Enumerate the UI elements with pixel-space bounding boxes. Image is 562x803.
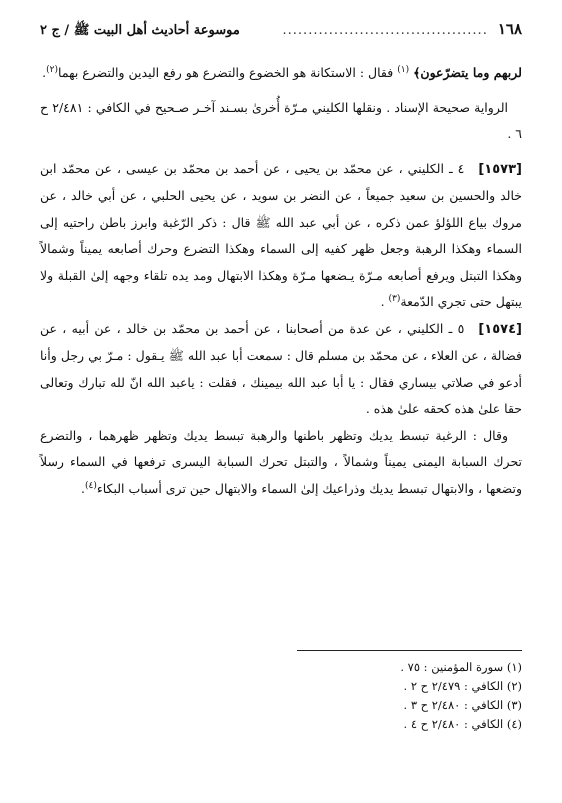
hadith-1574-text: ٥ ـ الكليني ، عن عدة من أصحابنا ، عن أحمد بن محمّد بن خالد ، عن أبيه ، عن فضالة ، عن العلاء ، عن محمّد بن مسلم قال : سمعت أبا عبد الله ﷺ يـقول : مـرّ بي رجل وأنا أدعو في صلاتي بيساري فقال : يا أبا عبد الله بيمينك ، فقلت : ياعبد الله انّ لله تبارك وتعالى حقا علىٰ هذه كحقه علىٰ هذه . xyxy=(40,320,522,416)
hadith-1574-cont-end: . xyxy=(81,480,85,496)
footnote-marker-2: (٢) xyxy=(46,64,59,75)
intro-text: فقال : الاستكانة هو الخضوع والتضرع هو رفع اليدين والتضرع بهما xyxy=(58,65,394,80)
footnote-marker-4: (٤) xyxy=(85,480,97,491)
footnote-marker-1: (١) xyxy=(397,64,410,75)
chain-note-paragraph xyxy=(40,95,522,148)
hadith-1574-continuation xyxy=(40,423,522,503)
footnote-marker-3: (٣) xyxy=(388,293,401,304)
hadith-number-1574: [١٥٧٤] xyxy=(478,321,522,337)
hadith-1574-paragraph xyxy=(40,316,522,423)
header-dot-leader: ........................................ xyxy=(282,23,488,38)
hadith-1573-end: . xyxy=(380,294,389,309)
footnotes xyxy=(200,658,522,734)
hadith-1573-text: ٤ ـ الكليني ، عن محمّد بن يحيى ، عن أحمد بن محمّد بن عيسى ، عن محمّد ابن خالد والحسين بن سعيد جميعاً ، عن النضر بن سويد ، عن يحيى الحلبي ، عن أبي خالد ، عن مروك بياع اللؤلؤ عمن ذكره ، عن أبي عبد الله ﷺ قال : ذكر الرّغبة وابرز باطن راحتيه إلى السماء وهكذا الرهبة وجعل ظهر كفيه إلى السماء وهكذا التضرع وحرك أصابعه يميناً وشمالاً وهكذا التبتل ويرفع أصابعه مـرّة يـضعها مـرّة وهكذا الابتهال ومد يده تلقاء وجهه إلىٰ القبلة ولا يبتهل حتى تجري الدّمعة xyxy=(40,160,522,309)
footnote-item: (٤) الكافي : ٢/٤٨٠ ح ٤ . xyxy=(403,717,522,731)
hadith-1574-cont-text: وقال : الرغبة تبسط يديك وتظهر باطنها والرهبة تبسط يديك وتظهر ظهرهما ، والتضرع تحرك السبابة اليمنى يميناً وشمالاً ، والتبتل تحرك السبابة اليسرى ترفعها في السماء رسلاً وتضعها ، والابتهال تبسط يديك وذراعيك إلىٰ السماء والابتهال حين ترى أسباب البكاء xyxy=(40,427,522,496)
book-title: موسوعة أحاديث أهل البيت ﷺ / ج ٢ xyxy=(40,23,240,38)
footnote-divider xyxy=(297,650,522,651)
hadith-1573-paragraph xyxy=(40,156,522,316)
page-number: ١٦٨ xyxy=(497,20,522,38)
intro-paragraph xyxy=(40,60,522,87)
chain-note-text: الرواية صحيحة الإسناد . ونقلها الكليني مـرّة أُخرىٰ بسـند آخـر صـحيح في الكافي : ٢/٤٨١ ح ٦ . xyxy=(40,99,522,141)
footnote-item: (٢) الكافي : ٢/٤٧٩ ح ٢ . xyxy=(403,679,522,693)
hadith-number-1573: [١٥٧٣] xyxy=(478,161,522,177)
header-row xyxy=(40,20,522,41)
quran-verse: لربهم وما يتضرّعون﴾ xyxy=(413,65,522,80)
page-body xyxy=(40,60,522,502)
running-header xyxy=(40,20,522,42)
footnote-item: (٣) الكافي : ٢/٤٨٠ ح ٣ . xyxy=(403,698,522,712)
footnote-item: (١) سورة المؤمنين : ٧٥ . xyxy=(400,660,522,674)
intro-end: . xyxy=(42,65,47,80)
